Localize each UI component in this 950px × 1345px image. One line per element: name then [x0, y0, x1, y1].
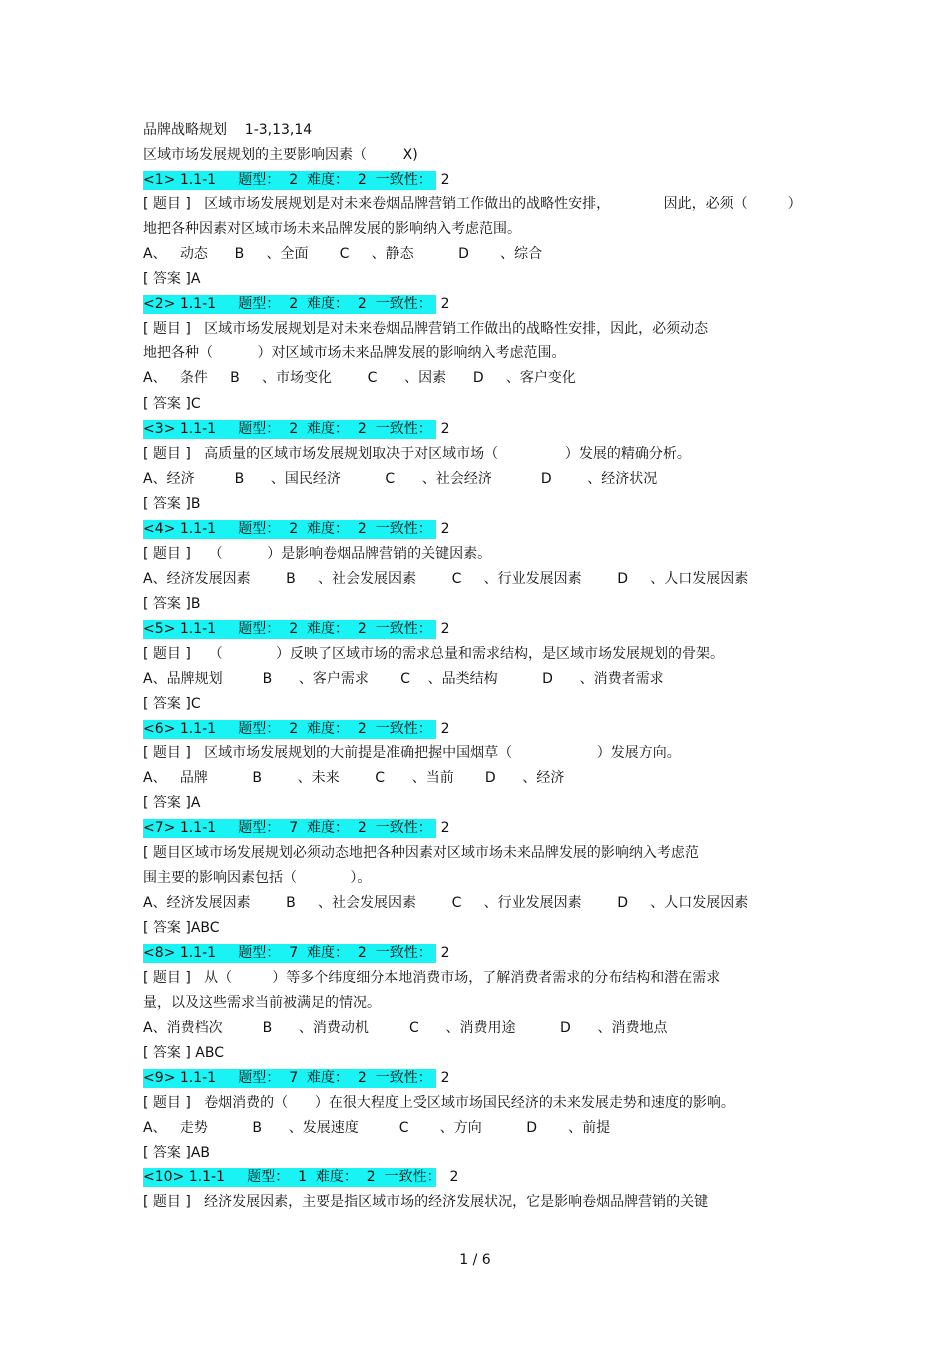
question-header: <7> 1.1-1 题型： 7 难度： 2 一致性： 2	[143, 820, 450, 836]
question-header: <8> 1.1-1 题型： 7 难度： 2 一致性： 2	[143, 945, 450, 961]
page-number: 1 / 6	[459, 1252, 491, 1268]
text-line: [ 答案 ]B	[143, 596, 201, 612]
text-line: [ 答案 ]AB	[143, 1145, 211, 1161]
text-line: A、品牌规划 B 、客户需求 C 、品类结构 D 、消费者需求	[143, 671, 664, 687]
text-line: [ 题目 ] 高质量的区域市场发展规划取决于对区域市场（ ）发展的精确分析。	[143, 446, 691, 462]
text-line: A、 动态 B 、全面 C 、静态 D 、综合	[143, 246, 543, 262]
text-line: [ 答案 ]C	[143, 396, 201, 412]
text-line: [ 题目 ] 经济发展因素，主要是指区域市场的经济发展状况，它是影响卷烟品牌营销的关键	[143, 1194, 709, 1210]
text-line: [ 题目 ] 区域市场发展规划是对未来卷烟品牌营销工作做出的战略性安排，因此，必须动态	[143, 321, 709, 337]
question-header: <6> 1.1-1 题型： 2 难度： 2 一致性： 2	[143, 721, 450, 737]
text-line: A、经济发展因素 B 、社会发展因素 C 、行业发展因素 D 、人口发展因素	[143, 571, 749, 587]
text-line: [ 答案 ]ABC	[143, 920, 220, 936]
text-line: 区域市场发展规划的主要影响因素（ X)	[143, 147, 418, 163]
question-header: <1> 1.1-1 题型： 2 难度： 2 一致性： 2	[143, 172, 450, 188]
text-line: [ 题目 ] （ ）反映了区域市场的需求总量和需求结构，是区域市场发展规划的骨架。	[143, 646, 725, 662]
text-line: A、 条件 B 、市场变化 C 、因素 D 、客户变化	[143, 370, 576, 386]
text-line: [ 题目 ] 区域市场发展规划的大前提是准确把握中国烟草（ ）发展方向。	[143, 745, 681, 761]
text-line: [ 题目 ] 从（ ）等多个纬度细分本地消费市场，了解消费者需求的分布结构和潜在需求	[143, 970, 721, 986]
text-line: [ 答案 ]A	[143, 795, 201, 811]
text-line: [ 题目区域市场发展规划必须动态地把各种因素对区域市场未来品牌发展的影响纳入考虑范	[143, 845, 699, 861]
question-header: <4> 1.1-1 题型： 2 难度： 2 一致性： 2	[143, 521, 450, 537]
text-line: [ 答案 ]B	[143, 496, 201, 512]
text-line: A、经济发展因素 B 、社会发展因素 C 、行业发展因素 D 、人口发展因素	[143, 895, 749, 911]
text-line: [ 答案 ]C	[143, 696, 201, 712]
question-header: <3> 1.1-1 题型： 2 难度： 2 一致性： 2	[143, 421, 450, 437]
question-header: <5> 1.1-1 题型： 2 难度： 2 一致性： 2	[143, 621, 450, 637]
question-header: <2> 1.1-1 题型： 2 难度： 2 一致性： 2	[143, 296, 450, 312]
text-line: A、消费档次 B 、消费动机 C 、消费用途 D 、消费地点	[143, 1020, 668, 1036]
text-line: [ 题目 ] 区域市场发展规划是对未来卷烟品牌营销工作做出的战略性安排， 因此，必须（ ）	[143, 196, 802, 212]
text-line: A、经济 B 、国民经济 C 、社会经济 D 、经济状况	[143, 471, 658, 487]
text-line: [ 答案 ] ABC	[143, 1045, 224, 1061]
text-line: [ 答案 ]A	[143, 271, 201, 287]
text-line: 地把各种因素对区域市场未来品牌发展的影响纳入考虑范围。	[143, 221, 521, 237]
text-line: 围主要的影响因素包括（ ）。	[143, 870, 372, 886]
text-line: [ 题目 ] （ ）是影响卷烟品牌营销的关键因素。	[143, 546, 492, 562]
text-line: 品牌战略规划 1-3,13,14	[143, 122, 313, 138]
question-header: <9> 1.1-1 题型： 7 难度： 2 一致性： 2	[143, 1070, 450, 1086]
question-header: <10> 1.1-1 题型： 1 难度： 2 一致性： 2	[143, 1169, 459, 1185]
text-line: A、 品牌 B 、未来 C 、当前 D 、经济	[143, 770, 565, 786]
text-line: A、 走势 B 、发展速度 C 、方向 D 、前提	[143, 1120, 611, 1136]
text-line: [ 题目 ] 卷烟消费的（ ）在很大程度上受区域市场国民经济的未来发展走势和速度的影响。	[143, 1095, 735, 1111]
text-line: 地把各种（ ）对区域市场未来品牌发展的影响纳入考虑范围。	[143, 345, 566, 361]
text-line: 量，以及这些需求当前被满足的情况。	[143, 995, 381, 1011]
